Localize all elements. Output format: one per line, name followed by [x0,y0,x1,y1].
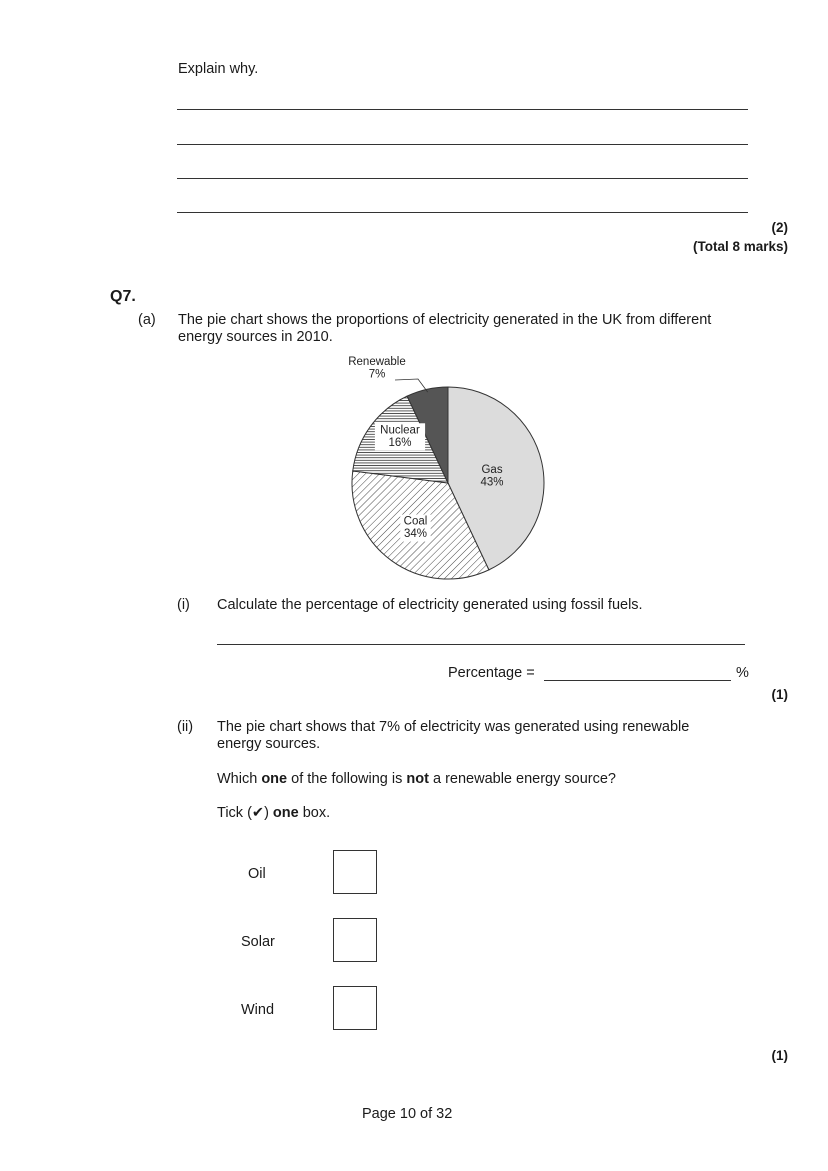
which-question [217,771,616,787]
question-number: Q7. [110,288,136,305]
tick-box-solar[interactable] [333,918,377,962]
part-ii-text-line: energy sources. [217,736,321,752]
pie-label-nuclear: Nuclear [380,424,420,437]
pie-value-nuclear: 16% [388,436,412,449]
pie-value-gas: 43% [480,476,504,489]
answer-line[interactable] [177,144,748,145]
pie-chart [300,355,600,585]
part-a-text-line: energy sources in 2010. [178,329,333,345]
option-label-wind: Wind [241,1002,275,1018]
tick-instruction-emphasis: one [272,805,299,821]
which-question-emphasis: not [406,771,429,787]
part-i-label: (i) [177,597,190,613]
tick-box-oil[interactable] [333,850,377,894]
pie-label-gas: Gas [481,464,503,477]
tick-instruction-text: ) [264,805,273,821]
percentage-label: Percentage = [448,665,535,681]
which-question-text: of the following is [287,771,407,787]
part-ii-text [217,719,689,753]
explain-prompt: Explain why. [178,61,259,77]
which-question-text: Which [217,771,262,787]
tick-instruction-text: Tick ( [217,805,252,821]
part-ii-label: (ii) [177,719,194,735]
part-i-text: Calculate the percentage of electricity generated using fossil fuels. [217,597,643,613]
tick-icon: ✔ [251,805,265,821]
part-i-marks: (1) [771,687,788,702]
tick-instruction [217,805,330,821]
part-a-text [178,312,711,346]
pie-label-coal: Coal [403,515,428,528]
part-ii-marks: (1) [771,1048,788,1063]
percent-unit: % [736,665,749,681]
tick-box-wind[interactable] [333,986,377,1030]
which-question-text: a renewable energy source? [428,771,616,787]
percentage-answer-line[interactable] [544,680,731,681]
option-label-oil: Oil [248,866,266,882]
tick-instruction-text: box. [298,805,331,821]
pie-value-coal: 34% [403,528,428,541]
answer-line[interactable] [177,212,748,213]
part-a-text-line: The pie chart shows the proportions of electricity generated in the UK from different [178,312,712,328]
pie-label-renewable: Renewable [348,356,406,368]
page-number: Page 10 of 32 [362,1106,453,1122]
option-label-solar: Solar [241,934,275,950]
total-marks-label: (Total 8 marks) [692,239,788,254]
pie-value-renewable: 7% [368,368,386,381]
working-line[interactable] [217,644,745,645]
part-a-label: (a) [138,312,156,328]
part-ii-text-line: The pie chart shows that 7% of electricity was generated using renewable [217,719,690,735]
pie-slices [352,387,544,579]
answer-line[interactable] [177,109,748,110]
answer-line[interactable] [177,178,748,179]
marks-label: (2) [771,220,788,235]
which-question-emphasis: one [261,771,288,787]
